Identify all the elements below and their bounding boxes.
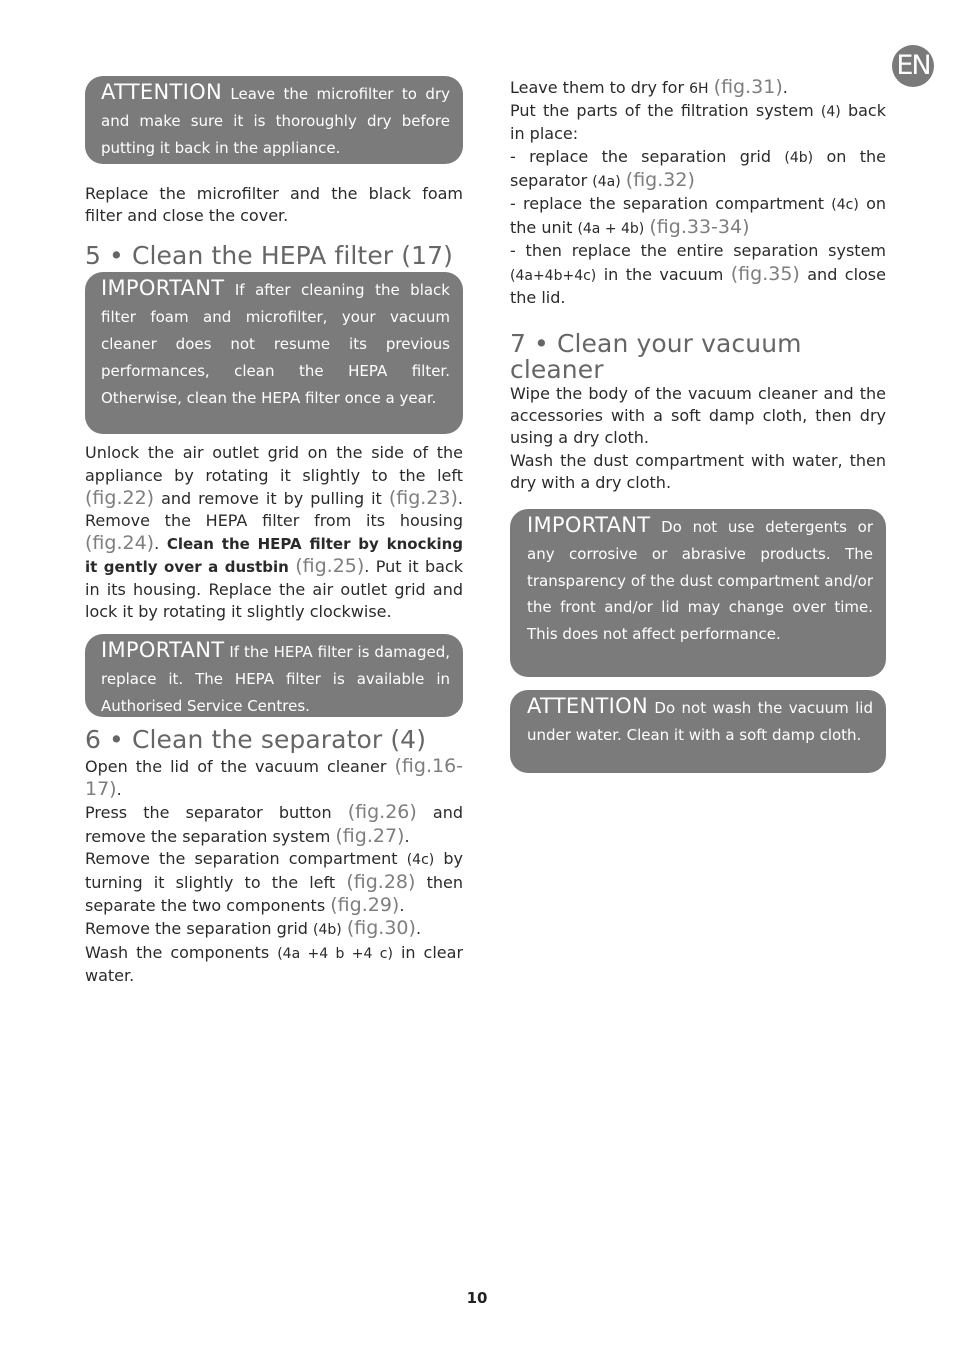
fig-33-34-ref: (fig.33-34) [649,216,750,239]
text-span: Leave them to dry for [510,78,685,97]
text-span: . [399,896,405,916]
text-span: - replace the separation grid [510,146,772,166]
important-text: If after cleaning the black filter foam and microfilter, your vacuum cleaner does not resume its previous performances, clean the HEPA filter. Otherwise, clean the HEPA filter once a year. [101,281,450,407]
part-ref-4: (4) [820,104,841,121]
text-span: . [782,78,788,97]
section-6-heading: 6 • Clean the separator (4) [85,725,427,755]
text-span: Put the parts of the filtration system [510,101,814,121]
fig-31-ref: (fig.31) [713,76,783,98]
important-label: IMPORTANT [527,513,651,538]
text-span: on the unit [510,194,886,238]
attention-label: ATTENTION [527,694,648,719]
important-box-hepa [85,272,463,434]
section-5-heading: 5 • Clean the HEPA filter (17) [85,241,453,271]
attention-text: Do not wash the vacuum lid under water. Clean it with a soft damp cloth. [527,699,873,744]
text-span: . Put it back in its housing. Replace the air outlet grid and lock it by rotating it slightly clockwise. [85,557,463,621]
attention-box-lid [510,690,886,773]
part-ref-4a: (4a) [592,173,621,190]
important-text: If the HEPA filter is damaged, replace it. The HEPA filter is available in Authorised Service Centres. [101,643,450,715]
important-box-detergents [510,509,886,677]
text-span: . [415,919,422,939]
attention-text: Leave the microfilter to dry and make sure it is thoroughly dry before putting it back in the appliance. [101,85,450,157]
text-span: in the vacuum [603,264,724,284]
text-span: Unlock the air outlet grid on the side of the appliance by rotating it slightly to the left [85,443,463,485]
wipe-paragraph: Wipe the body of the vacuum cleaner and the accessories with a soft damp cloth, then dry using a dry cloth. [510,384,886,448]
fig-29-ref: (fig.29) [330,894,400,917]
fig-30-ref: (fig.30) [346,917,416,940]
text-span: . [404,826,410,846]
fig-22-ref: (fig.22) [85,486,155,509]
section-7-heading: 7 • Clean your vacuum cleaner [510,329,802,385]
bold-instruction: Clean the HEPA filter by knocking it gently over a dustbin [85,535,463,577]
text-span: Wash the components [85,942,270,962]
important-label: IMPORTANT [101,638,225,663]
separator-instructions-paragraph [85,755,463,987]
text-span: and remove it by pulling it [161,488,382,508]
text-span: Remove the separation compartment [85,848,398,868]
text-span: Remove the separation grid [85,919,308,939]
text-span: Open the lid of the vacuum cleaner [85,757,387,777]
important-label: IMPORTANT [101,276,225,301]
part-ref-4abc: (4a+4b+4c) [510,267,597,284]
fig-23-ref: (fig.23) [388,486,458,509]
part-ref-4a-4b: (4a + 4b) [577,221,645,238]
fig-25-ref: (fig.25) [295,555,365,578]
important-box-hepa-damaged [85,634,463,717]
wash-paragraph: Wash the dust compartment with water, then dry with a dry cloth. [510,450,886,492]
hepa-instructions-paragraph [85,442,463,623]
text-span: and close the lid. [510,264,886,307]
text-span: and remove the separation system [85,803,464,846]
attention-label: ATTENTION [101,80,222,104]
left-column [85,76,463,987]
fig-35-ref: (fig.35) [730,262,800,285]
text-span: . [154,534,160,554]
part-ref-4abc: (4a +4 b +4 c) [277,945,393,962]
part-ref-4b: (4b) [784,149,814,166]
fig-27-ref: (fig.27) [335,824,405,847]
text-span: back in place: [510,101,886,144]
fig-32-ref: (fig.32) [625,168,695,191]
text-span: by turning it slightly to the left [85,848,464,893]
part-ref-4c: (4c) [831,197,859,214]
part-ref-4b: (4b) [313,922,342,939]
important-text: Do not use detergents or any corrosive or abrasive products. The transparency of the dust compartment and/or the front and/or lid may change over time. This does not affect performance. [527,518,873,644]
text-span: Press the separator button [85,803,332,823]
fig-26-ref: (fig.26) [347,801,417,824]
fig-16-17-ref: (fig.16-17) [85,755,464,801]
fig-24-ref: (fig.24) [85,532,155,555]
reassembly-paragraph [510,76,886,309]
attention-box-microfilter [85,76,463,164]
text-span: - replace the separation compartment [510,194,825,214]
replace-filters-paragraph: Replace the microfilter and the black foam filter and close the cover. [85,184,463,226]
language-badge: EN [892,45,934,87]
text-span: then separate the two components [85,873,464,916]
right-column [510,76,886,773]
fig-28-ref: (fig.28) [346,871,416,894]
part-ref-4c: (4c) [406,851,435,868]
duration-6h: 6H [689,81,709,97]
text-span: . [116,780,122,800]
text-span: - then replace the entire separation system [510,241,886,261]
text-span: on the separator [510,146,887,190]
text-span: . Remove the HEPA filter from its housing [85,488,463,531]
text-span: in clear water. [85,942,464,985]
page-number: 10 [466,1289,488,1307]
